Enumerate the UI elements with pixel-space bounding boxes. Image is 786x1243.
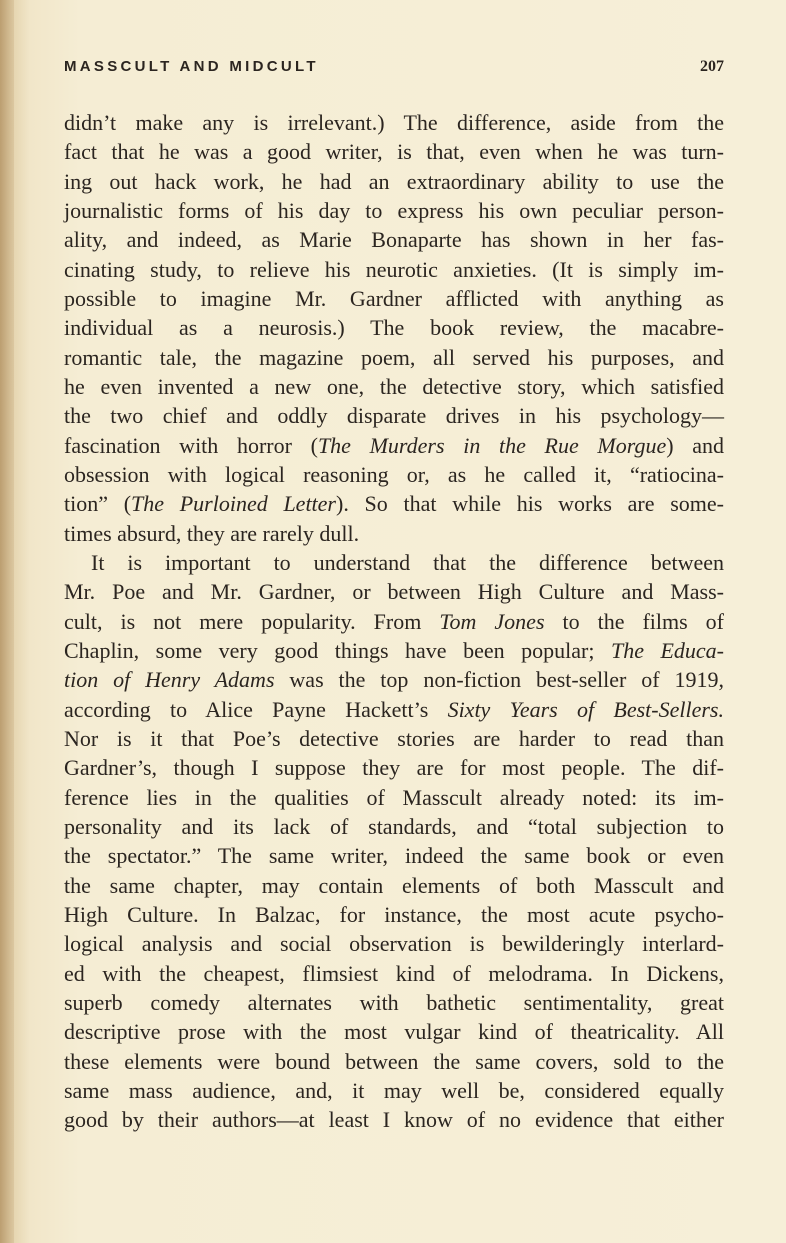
text-segment: obsession with logical reasoning or, as he called it, “ratiocina- (64, 461, 724, 487)
text-line (64, 255, 724, 284)
text-line (64, 167, 724, 196)
page-number: 207 (700, 58, 724, 75)
text-segment: ality, and indeed, as Marie Bonaparte has shown in her fas- (64, 227, 724, 253)
text-line (64, 577, 724, 606)
italic-title: tion of Henry Adams (64, 667, 275, 693)
text-segment: superb comedy alternates with bathetic sentimentality, great (64, 989, 724, 1015)
text-line (64, 108, 724, 137)
running-header (64, 58, 724, 80)
text-line (64, 284, 724, 313)
text-line (64, 401, 724, 430)
text-line (64, 431, 724, 460)
text-segment: personality and its lack of standards, and “total subjection to (64, 813, 724, 839)
text-segment: Mr. Poe and Mr. Gardner, or between High Culture and Mass- (64, 579, 724, 605)
page-gutter-shadow (0, 0, 14, 1243)
text-line (64, 1017, 724, 1046)
text-line (64, 988, 724, 1017)
text-segment: Chaplin, some very good things have been popular; (64, 637, 611, 663)
text-segment: these elements were bound between the same covers, sold to the (64, 1048, 724, 1074)
text-line (64, 489, 724, 518)
text-segment: romantic tale, the magazine poem, all served his purposes, and (64, 344, 724, 370)
text-segment: times absurd, they are rarely dull. (64, 520, 360, 546)
text-line (64, 372, 724, 401)
text-line (64, 519, 724, 548)
text-segment: ed with the cheapest, flimsiest kind of melodrama. In Dickens, (64, 960, 724, 986)
running-title: MASSCULT AND MIDCULT (64, 58, 319, 75)
text-line (64, 695, 724, 724)
text-line (64, 636, 724, 665)
text-segment: was the top non-fiction best-seller of 1919, (274, 667, 724, 693)
text-segment: fascination with horror ( (64, 432, 318, 458)
text-segment: individual as a neurosis.) The book review, the macabre- (64, 315, 724, 341)
text-line (64, 1076, 724, 1105)
text-segment: High Culture. In Balzac, for instance, the most acute psycho- (64, 901, 724, 927)
italic-title: Tom Jones (439, 608, 545, 634)
text-segment: journalistic forms of his day to express his own peculiar person- (64, 197, 724, 223)
text-line (64, 137, 724, 166)
italic-title: The Purloined Letter (131, 491, 336, 517)
text-segment: the same chapter, may contain elements of both Masscult and (64, 872, 724, 898)
text-segment: ) and (666, 432, 725, 458)
text-segment: good by their authors—at least I know of no evidence that either (64, 1107, 724, 1133)
text-line (64, 607, 724, 636)
text-segment: didn’t make any is irrelevant.) The difference, aside from the (64, 110, 724, 135)
text-segment: ing out hack work, he had an extraordinary ability to use the (64, 168, 724, 194)
text-segment: logical analysis and social observation is bewilderingly interlard- (64, 931, 724, 957)
text-segment: the spectator.” The same writer, indeed the same book or even (64, 843, 724, 869)
text-segment: according to Alice Payne Hackett’s (64, 696, 448, 722)
text-line (64, 460, 724, 489)
text-line (64, 724, 724, 753)
text-line (64, 225, 724, 254)
text-segment: he even invented a new one, the detective story, which satisfied (64, 373, 724, 399)
text-line (64, 841, 724, 870)
text-segment: fact that he was a good writer, is that, even when he was turn- (64, 139, 724, 165)
text-segment: It is important to understand that the difference between (91, 549, 724, 575)
text-segment: Nor is it that Poe’s detective stories are harder to read than (64, 725, 724, 751)
italic-title: The Murders in the Rue Morgue (317, 432, 667, 458)
text-segment: ). So that while his works are some- (336, 491, 724, 517)
text-line (64, 313, 724, 342)
text-line (64, 812, 724, 841)
text-segment: ference lies in the qualities of Masscult already noted: its im- (64, 784, 724, 810)
body-text (64, 108, 724, 1134)
text-line (64, 783, 724, 812)
text-segment: descriptive prose with the most vulgar kind of theatricality. All (64, 1019, 724, 1045)
text-segment: cult, is not mere popularity. From (64, 608, 440, 634)
text-line (64, 1047, 724, 1076)
text-line (64, 343, 724, 372)
text-line (64, 196, 724, 225)
text-line (64, 665, 724, 694)
text-segment: same mass audience, and, it may well be, considered equally (64, 1077, 724, 1103)
italic-title: The Educa- (610, 637, 724, 663)
italic-title: Sixty Years of Best-Sellers. (447, 696, 724, 722)
text-segment: the two chief and oddly disparate drives in his psychology— (64, 403, 724, 429)
text-segment: possible to imagine Mr. Gardner afflicted with anything as (64, 285, 724, 311)
text-line (64, 959, 724, 988)
text-line (64, 548, 724, 577)
text-line (64, 900, 724, 929)
text-segment: Gardner’s, though I suppose they are for most people. The dif- (64, 755, 724, 781)
text-segment: cinating study, to relieve his neurotic anxieties. (It is simply im- (64, 256, 724, 282)
text-line (64, 929, 724, 958)
text-line (64, 1105, 724, 1134)
text-segment: to the films of (544, 608, 724, 634)
text-line (64, 871, 724, 900)
text-segment: tion” ( (64, 491, 132, 517)
text-line (64, 753, 724, 782)
